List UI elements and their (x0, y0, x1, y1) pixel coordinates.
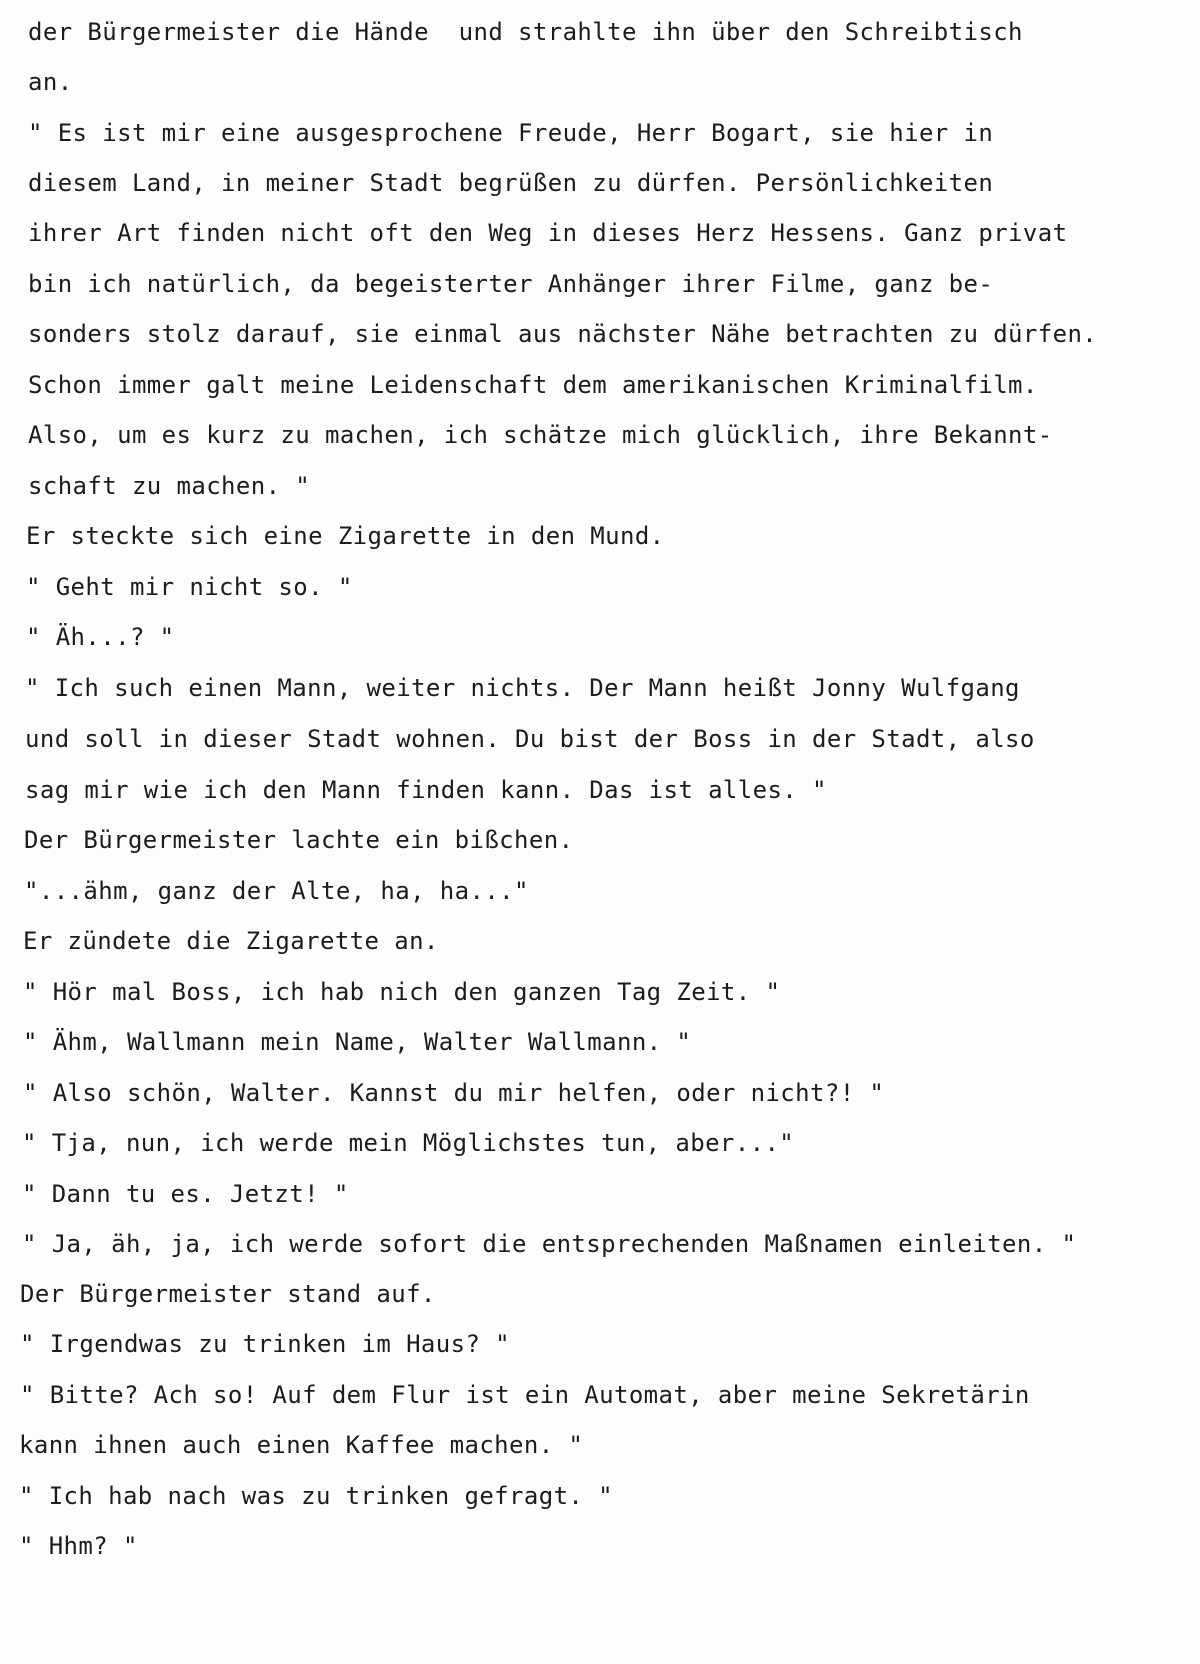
text-line: Schon immer galt meine Leidenschaft dem amerikanischen Kriminalfilm. (28, 371, 1038, 399)
text-line: und soll in dieser Stadt wohnen. Du bist der Boss in der Stadt, also (25, 725, 1035, 753)
text-line: " Geht mir nicht so. " (26, 573, 353, 601)
text-line: bin ich natürlich, da begeisterter Anhänger ihrer Filme, ganz be- (28, 270, 994, 298)
text-line: schaft zu machen. " (28, 472, 311, 500)
text-line: " Ja, äh, ja, ich werde sofort die entsprechenden Maßnamen einleiten. " (22, 1230, 1077, 1258)
text-line: Also, um es kurz zu machen, ich schätze mich glücklich, ihre Bekannt- (28, 421, 1053, 449)
text-line: " Ähm, Wallmann mein Name, Walter Wallmann. " (23, 1028, 692, 1056)
text-line: der Bürgermeister die Hände und strahlte ihn über den Schreibtisch (28, 18, 1023, 46)
text-line: " Irgendwas zu trinken im Haus? " (20, 1330, 511, 1358)
text-line: " Tja, nun, ich werde mein Möglichstes tun, aber..." (22, 1129, 795, 1157)
text-line: Der Bürgermeister stand auf. (20, 1280, 436, 1308)
text-line: " Dann tu es. Jetzt! " (22, 1180, 349, 1208)
text-line: Der Bürgermeister lachte ein bißchen. (24, 826, 574, 854)
text-line: " Hör mal Boss, ich hab nich den ganzen Tag Zeit. " (23, 978, 781, 1006)
text-line: kann ihnen auch einen Kaffee machen. " (19, 1431, 584, 1459)
text-line: " Äh...? " (26, 623, 175, 651)
text-line: Er zündete die Zigarette an. (23, 927, 439, 955)
text-line: " Ich such einen Mann, weiter nichts. Der Mann heißt Jonny Wulfgang (25, 674, 1020, 702)
text-line: " Bitte? Ach so! Auf dem Flur ist ein Automat, aber meine Sekretärin (20, 1381, 1030, 1409)
text-line: an. (28, 68, 73, 96)
text-line: diesem Land, in meiner Stadt begrüßen zu dürfen. Persönlichkeiten (28, 169, 994, 197)
text-line: ihrer Art finden nicht oft den Weg in dieses Herz Hessens. Ganz privat (28, 219, 1068, 247)
text-line: "...ähm, ganz der Alte, ha, ha..." (24, 877, 529, 905)
text-line: Er steckte sich eine Zigarette in den Mund. (26, 522, 665, 550)
text-line: " Es ist mir eine ausgesprochene Freude, Herr Bogart, sie hier in (28, 119, 994, 147)
text-line: sag mir wie ich den Mann finden kann. Das ist alles. " (25, 776, 827, 804)
text-line: sonders stolz darauf, sie einmal aus nächster Nähe betrachten zu dürfen. (28, 320, 1098, 348)
text-line: " Also schön, Walter. Kannst du mir helfen, oder nicht?! " (23, 1079, 885, 1107)
text-line: " Hhm? " (19, 1532, 138, 1560)
text-line: " Ich hab nach was zu trinken gefragt. " (19, 1482, 613, 1510)
